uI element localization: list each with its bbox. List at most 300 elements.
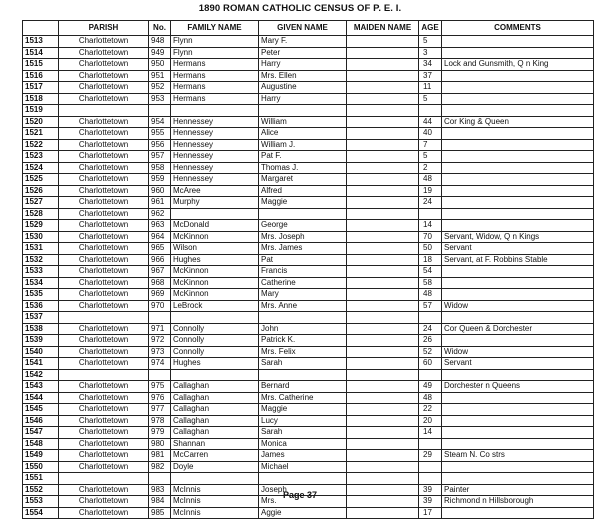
maiden-name-cell	[347, 323, 419, 335]
table-row	[23, 254, 594, 266]
record-number-cell: 1533	[23, 266, 59, 278]
record-number-cell: 1517	[23, 82, 59, 94]
table-row	[23, 231, 594, 243]
household-number-cell: 960	[149, 185, 171, 197]
comments-cell: Cor Queen & Dorchester	[442, 323, 594, 335]
given-name-cell: Lucy	[259, 415, 347, 427]
parish-cell: Charlottetown	[59, 392, 149, 404]
parish-cell	[59, 105, 149, 117]
given-name-cell: Mrs. James	[259, 243, 347, 255]
given-name-cell: Patrick K.	[259, 335, 347, 347]
household-number-cell: 965	[149, 243, 171, 255]
maiden-name-cell	[347, 335, 419, 347]
record-number-cell: 1545	[23, 404, 59, 416]
family-name-cell: Connolly	[171, 335, 259, 347]
family-name-cell: Shannan	[171, 438, 259, 450]
parish-cell: Charlottetown	[59, 59, 149, 71]
age-cell: 40	[419, 128, 442, 140]
record-number-cell: 1554	[23, 507, 59, 519]
table-row	[23, 392, 594, 404]
record-number-cell: 1530	[23, 231, 59, 243]
table-row	[23, 105, 594, 117]
record-number-cell: 1546	[23, 415, 59, 427]
table-row	[23, 404, 594, 416]
family-name-cell: Callaghan	[171, 427, 259, 439]
family-name-cell: Hennessey	[171, 162, 259, 174]
household-number-cell: 954	[149, 116, 171, 128]
maiden-name-cell	[347, 300, 419, 312]
record-number-cell: 1550	[23, 461, 59, 473]
maiden-name-cell	[347, 254, 419, 266]
maiden-name-cell	[347, 185, 419, 197]
family-name-cell: Hermans	[171, 59, 259, 71]
maiden-name-cell	[347, 208, 419, 220]
maiden-name-cell	[347, 404, 419, 416]
family-name-cell: Hughes	[171, 254, 259, 266]
parish-cell: Charlottetown	[59, 358, 149, 370]
given-name-cell: Joseph	[259, 484, 347, 496]
column-header-household-number: No.	[149, 21, 171, 36]
age-cell: 48	[419, 289, 442, 301]
table-body	[23, 36, 594, 519]
parish-cell: Charlottetown	[59, 128, 149, 140]
household-number-cell: 968	[149, 277, 171, 289]
comments-cell	[442, 47, 594, 59]
given-name-cell: Mrs. Ellen	[259, 70, 347, 82]
record-number-cell: 1540	[23, 346, 59, 358]
table-row	[23, 162, 594, 174]
household-number-cell: 953	[149, 93, 171, 105]
comments-cell: Richmond n Hillsborough	[442, 496, 594, 508]
family-name-cell: McDonald	[171, 220, 259, 232]
record-number-cell: 1541	[23, 358, 59, 370]
page-number: Page 37	[282, 490, 318, 500]
age-cell: 48	[419, 392, 442, 404]
given-name-cell: Maggie	[259, 404, 347, 416]
comments-cell	[442, 128, 594, 140]
household-number-cell: 984	[149, 496, 171, 508]
given-name-cell: Aggie	[259, 507, 347, 519]
family-name-cell: Connolly	[171, 346, 259, 358]
maiden-name-cell	[347, 289, 419, 301]
family-name-cell: Hermans	[171, 82, 259, 94]
family-name-cell: Hermans	[171, 93, 259, 105]
parish-cell: Charlottetown	[59, 427, 149, 439]
given-name-cell	[259, 208, 347, 220]
household-number-cell	[149, 105, 171, 117]
age-cell	[419, 208, 442, 220]
record-number-cell: 1519	[23, 105, 59, 117]
record-number-cell: 1542	[23, 369, 59, 381]
comments-cell	[442, 335, 594, 347]
given-name-cell: Pat F.	[259, 151, 347, 163]
maiden-name-cell	[347, 346, 419, 358]
household-number-cell: 981	[149, 450, 171, 462]
family-name-cell: LeBrock	[171, 300, 259, 312]
family-name-cell: McCarren	[171, 450, 259, 462]
parish-cell: Charlottetown	[59, 254, 149, 266]
household-number-cell: 974	[149, 358, 171, 370]
household-number-cell: 962	[149, 208, 171, 220]
age-cell: 37	[419, 70, 442, 82]
record-number-cell: 1518	[23, 93, 59, 105]
parish-cell: Charlottetown	[59, 243, 149, 255]
household-number-cell: 976	[149, 392, 171, 404]
maiden-name-cell	[347, 116, 419, 128]
column-header-age: AGE	[419, 21, 442, 36]
maiden-name-cell	[347, 82, 419, 94]
parish-cell: Charlottetown	[59, 300, 149, 312]
given-name-cell: Mary F.	[259, 36, 347, 48]
document-title: 1890 ROMAN CATHOLIC CENSUS OF P. E. I.	[198, 3, 402, 14]
record-number-cell: 1547	[23, 427, 59, 439]
parish-cell: Charlottetown	[59, 335, 149, 347]
family-name-cell: McInnis	[171, 507, 259, 519]
age-cell: 29	[419, 450, 442, 462]
age-cell: 44	[419, 116, 442, 128]
record-number-cell: 1516	[23, 70, 59, 82]
parish-cell: Charlottetown	[59, 381, 149, 393]
comments-cell	[442, 185, 594, 197]
maiden-name-cell	[347, 369, 419, 381]
maiden-name-cell	[347, 174, 419, 186]
family-name-cell: Callaghan	[171, 392, 259, 404]
parish-cell: Charlottetown	[59, 116, 149, 128]
record-number-cell: 1535	[23, 289, 59, 301]
family-name-cell: Hermans	[171, 70, 259, 82]
column-header-given-name: GIVEN NAME	[259, 21, 347, 36]
maiden-name-cell	[347, 243, 419, 255]
table-row	[23, 450, 594, 462]
parish-cell: Charlottetown	[59, 404, 149, 416]
parish-cell: Charlottetown	[59, 185, 149, 197]
household-number-cell: 956	[149, 139, 171, 151]
table-row	[23, 323, 594, 335]
given-name-cell: James	[259, 450, 347, 462]
comments-cell	[442, 174, 594, 186]
family-name-cell: Flynn	[171, 36, 259, 48]
table-row	[23, 381, 594, 393]
table-row	[23, 36, 594, 48]
table-row	[23, 369, 594, 381]
maiden-name-cell	[347, 312, 419, 324]
given-name-cell: William	[259, 116, 347, 128]
table-row	[23, 59, 594, 71]
age-cell: 34	[419, 59, 442, 71]
record-number-cell: 1543	[23, 381, 59, 393]
record-number-cell: 1532	[23, 254, 59, 266]
age-cell: 52	[419, 346, 442, 358]
record-number-cell: 1553	[23, 496, 59, 508]
family-name-cell: McKinnon	[171, 231, 259, 243]
record-number-cell: 1537	[23, 312, 59, 324]
record-number-cell: 1528	[23, 208, 59, 220]
household-number-cell: 970	[149, 300, 171, 312]
comments-cell	[442, 93, 594, 105]
table-row	[23, 93, 594, 105]
given-name-cell: Catherine	[259, 277, 347, 289]
maiden-name-cell	[347, 151, 419, 163]
comments-cell	[442, 82, 594, 94]
table-row	[23, 70, 594, 82]
table-row	[23, 185, 594, 197]
family-name-cell: McInnis	[171, 484, 259, 496]
given-name-cell: Bernard	[259, 381, 347, 393]
maiden-name-cell	[347, 93, 419, 105]
maiden-name-cell	[347, 392, 419, 404]
age-cell: 24	[419, 323, 442, 335]
given-name-cell: Harry	[259, 93, 347, 105]
household-number-cell: 975	[149, 381, 171, 393]
record-number-cell: 1523	[23, 151, 59, 163]
household-number-cell: 983	[149, 484, 171, 496]
table-row	[23, 289, 594, 301]
given-name-cell: Alice	[259, 128, 347, 140]
parish-cell: Charlottetown	[59, 197, 149, 209]
parish-cell: Charlottetown	[59, 47, 149, 59]
record-number-cell: 1515	[23, 59, 59, 71]
age-cell: 57	[419, 300, 442, 312]
parish-cell: Charlottetown	[59, 289, 149, 301]
comments-cell	[442, 266, 594, 278]
age-cell: 48	[419, 174, 442, 186]
maiden-name-cell	[347, 438, 419, 450]
age-cell: 22	[419, 404, 442, 416]
given-name-cell: Alfred	[259, 185, 347, 197]
given-name-cell: Augustine	[259, 82, 347, 94]
given-name-cell: Francis	[259, 266, 347, 278]
family-name-cell	[171, 312, 259, 324]
age-cell	[419, 461, 442, 473]
maiden-name-cell	[347, 162, 419, 174]
table-row	[23, 415, 594, 427]
parish-cell: Charlottetown	[59, 415, 149, 427]
table-row	[23, 139, 594, 151]
family-name-cell: McKinnon	[171, 289, 259, 301]
comments-cell	[442, 162, 594, 174]
family-name-cell: Hughes	[171, 358, 259, 370]
family-name-cell: Callaghan	[171, 415, 259, 427]
parish-cell: Charlottetown	[59, 139, 149, 151]
comments-cell: Dorchester n Queens	[442, 381, 594, 393]
maiden-name-cell	[347, 427, 419, 439]
household-number-cell: 959	[149, 174, 171, 186]
household-number-cell: 978	[149, 415, 171, 427]
family-name-cell: Callaghan	[171, 381, 259, 393]
household-number-cell: 961	[149, 197, 171, 209]
comments-cell	[442, 197, 594, 209]
age-cell: 26	[419, 335, 442, 347]
table-row	[23, 47, 594, 59]
record-number-cell: 1524	[23, 162, 59, 174]
record-number-cell: 1549	[23, 450, 59, 462]
record-number-cell: 1534	[23, 277, 59, 289]
parish-cell: Charlottetown	[59, 450, 149, 462]
record-number-cell: 1521	[23, 128, 59, 140]
age-cell	[419, 105, 442, 117]
age-cell: 39	[419, 484, 442, 496]
age-cell: 7	[419, 139, 442, 151]
household-number-cell: 964	[149, 231, 171, 243]
record-number-cell: 1548	[23, 438, 59, 450]
given-name-cell	[259, 105, 347, 117]
age-cell: 14	[419, 427, 442, 439]
age-cell	[419, 312, 442, 324]
given-name-cell: Margaret	[259, 174, 347, 186]
maiden-name-cell	[347, 231, 419, 243]
household-number-cell	[149, 369, 171, 381]
maiden-name-cell	[347, 358, 419, 370]
age-cell: 18	[419, 254, 442, 266]
family-name-cell: McKinnon	[171, 266, 259, 278]
parish-cell: Charlottetown	[59, 266, 149, 278]
family-name-cell: Murphy	[171, 197, 259, 209]
table-header	[23, 21, 594, 36]
column-header-family-name: FAMILY NAME	[171, 21, 259, 36]
age-cell: 2	[419, 162, 442, 174]
census-table	[22, 20, 594, 519]
household-number-cell	[149, 473, 171, 485]
comments-cell	[442, 289, 594, 301]
table-row	[23, 197, 594, 209]
comments-cell	[442, 392, 594, 404]
comments-cell	[442, 36, 594, 48]
household-number-cell: 967	[149, 266, 171, 278]
household-number-cell	[149, 312, 171, 324]
comments-cell: Widow	[442, 300, 594, 312]
parish-cell: Charlottetown	[59, 231, 149, 243]
record-number-cell: 1552	[23, 484, 59, 496]
parish-cell: Charlottetown	[59, 346, 149, 358]
household-number-cell: 955	[149, 128, 171, 140]
table-row	[23, 151, 594, 163]
age-cell	[419, 369, 442, 381]
record-number-cell: 1525	[23, 174, 59, 186]
table-row	[23, 174, 594, 186]
given-name-cell	[259, 312, 347, 324]
comments-cell	[442, 473, 594, 485]
comments-cell	[442, 105, 594, 117]
family-name-cell: McAree	[171, 185, 259, 197]
age-cell	[419, 438, 442, 450]
record-number-cell: 1527	[23, 197, 59, 209]
maiden-name-cell	[347, 139, 419, 151]
given-name-cell: George	[259, 220, 347, 232]
comments-cell: Painter	[442, 484, 594, 496]
table-row	[23, 266, 594, 278]
table-row	[23, 208, 594, 220]
given-name-cell: Sarah	[259, 358, 347, 370]
record-number-cell: 1536	[23, 300, 59, 312]
parish-cell: Charlottetown	[59, 70, 149, 82]
parish-cell: Charlottetown	[59, 36, 149, 48]
parish-cell: Charlottetown	[59, 496, 149, 508]
household-number-cell: 982	[149, 461, 171, 473]
parish-cell: Charlottetown	[59, 461, 149, 473]
age-cell: 50	[419, 243, 442, 255]
table-row	[23, 128, 594, 140]
record-number-cell: 1513	[23, 36, 59, 48]
record-number-cell: 1544	[23, 392, 59, 404]
parish-cell	[59, 369, 149, 381]
household-number-cell: 951	[149, 70, 171, 82]
comments-cell	[442, 151, 594, 163]
table-row	[23, 277, 594, 289]
table-row	[23, 438, 594, 450]
age-cell: 3	[419, 47, 442, 59]
household-number-cell: 949	[149, 47, 171, 59]
comments-cell: Servant	[442, 358, 594, 370]
given-name-cell: Monica	[259, 438, 347, 450]
family-name-cell: Connolly	[171, 323, 259, 335]
age-cell: 5	[419, 151, 442, 163]
given-name-cell: Thomas J.	[259, 162, 347, 174]
comments-cell	[442, 139, 594, 151]
comments-cell	[442, 312, 594, 324]
maiden-name-cell	[347, 47, 419, 59]
table-row	[23, 507, 594, 519]
comments-cell: Servant	[442, 243, 594, 255]
given-name-cell: Mrs. Anne	[259, 300, 347, 312]
given-name-cell: Maggie	[259, 197, 347, 209]
column-header-parish: PARISH	[59, 21, 149, 36]
header-row	[23, 21, 594, 36]
age-cell: 39	[419, 496, 442, 508]
maiden-name-cell	[347, 381, 419, 393]
age-cell: 11	[419, 82, 442, 94]
maiden-name-cell	[347, 450, 419, 462]
maiden-name-cell	[347, 461, 419, 473]
comments-cell	[442, 277, 594, 289]
maiden-name-cell	[347, 220, 419, 232]
given-name-cell	[259, 473, 347, 485]
comments-cell	[442, 208, 594, 220]
comments-cell	[442, 369, 594, 381]
record-number-cell: 1538	[23, 323, 59, 335]
household-number-cell: 971	[149, 323, 171, 335]
comments-cell: Servant, at F. Robbins Stable	[442, 254, 594, 266]
family-name-cell	[171, 369, 259, 381]
family-name-cell	[171, 208, 259, 220]
table-row	[23, 116, 594, 128]
table-row	[23, 346, 594, 358]
table-row	[23, 220, 594, 232]
parish-cell: Charlottetown	[59, 162, 149, 174]
family-name-cell: Doyle	[171, 461, 259, 473]
family-name-cell: Hennessey	[171, 139, 259, 151]
household-number-cell: 977	[149, 404, 171, 416]
parish-cell: Charlottetown	[59, 484, 149, 496]
family-name-cell: Hennessey	[171, 116, 259, 128]
family-name-cell: Flynn	[171, 47, 259, 59]
record-number-cell: 1551	[23, 473, 59, 485]
comments-cell	[442, 70, 594, 82]
record-number-cell: 1522	[23, 139, 59, 151]
comments-cell: Steam N. Co strs	[442, 450, 594, 462]
parish-cell: Charlottetown	[59, 323, 149, 335]
maiden-name-cell	[347, 415, 419, 427]
given-name-cell: Mrs.	[259, 496, 347, 508]
comments-cell	[442, 220, 594, 232]
record-number-cell: 1529	[23, 220, 59, 232]
record-number-cell: 1526	[23, 185, 59, 197]
given-name-cell: William J.	[259, 139, 347, 151]
age-cell: 24	[419, 197, 442, 209]
age-cell: 60	[419, 358, 442, 370]
age-cell: 58	[419, 277, 442, 289]
given-name-cell: Pat	[259, 254, 347, 266]
household-number-cell: 963	[149, 220, 171, 232]
